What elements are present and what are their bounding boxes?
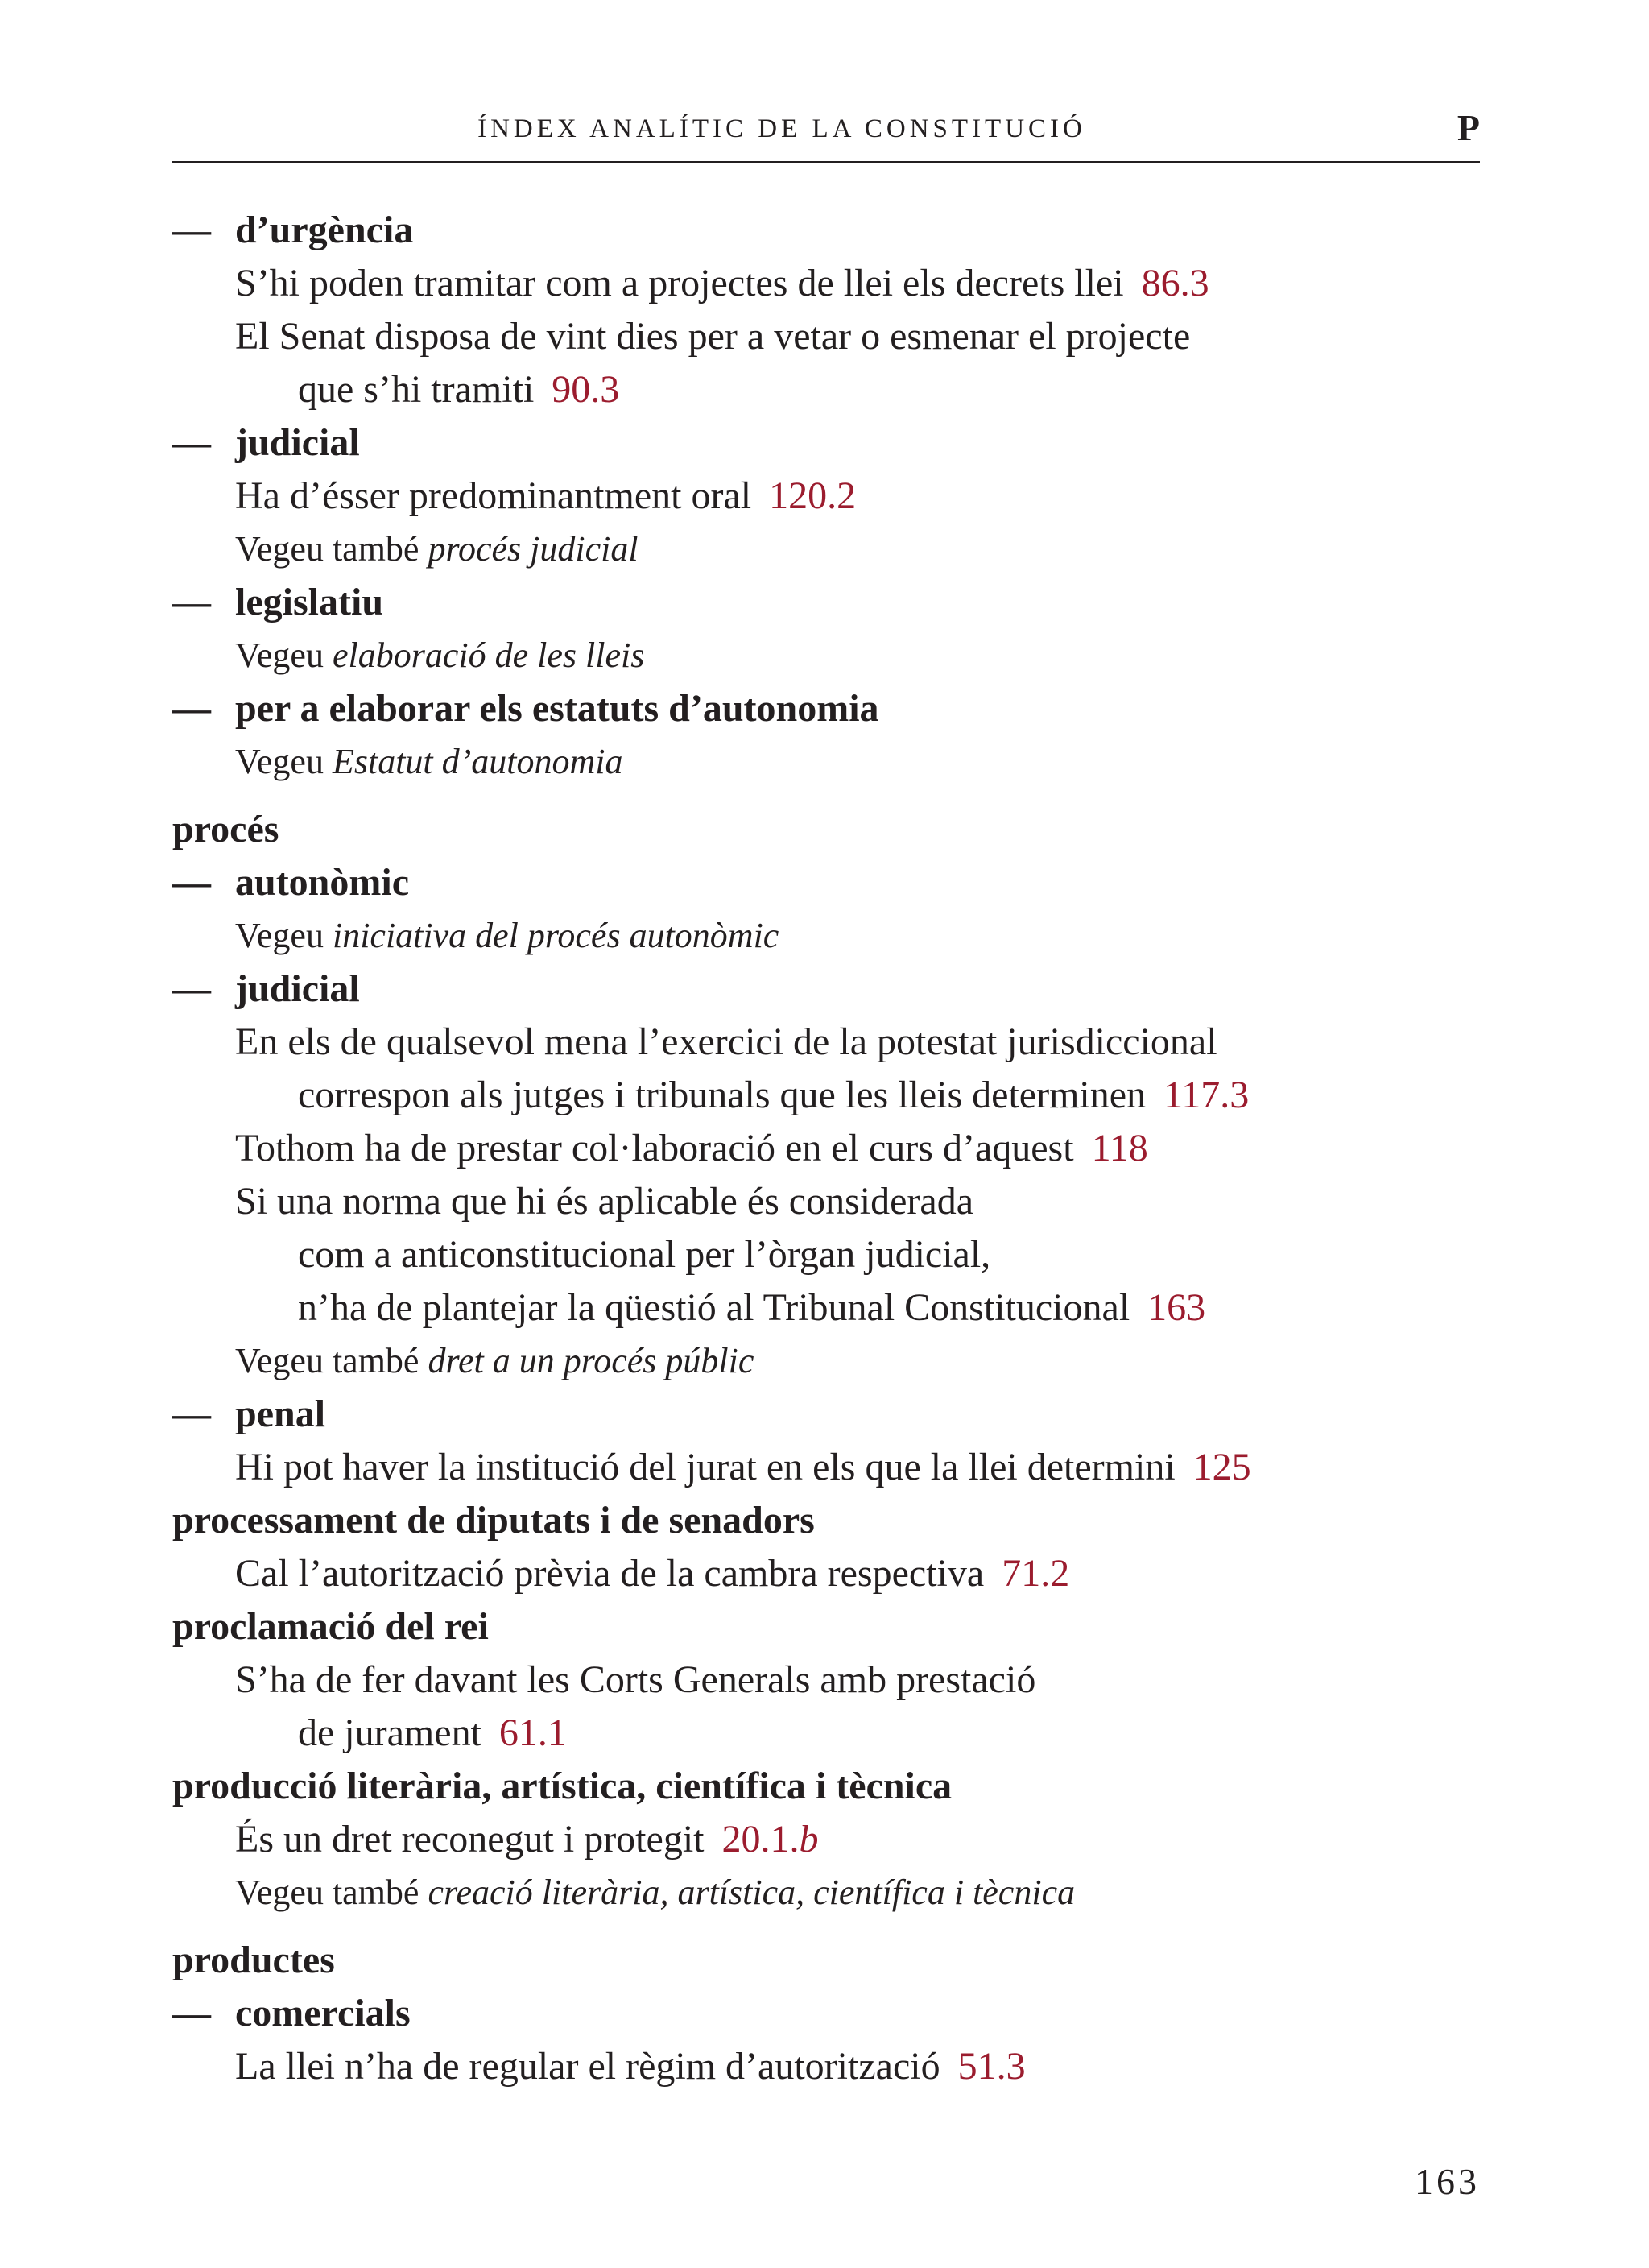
index-entry: [172, 257, 1480, 310]
entry-text: El Senat disposa de vint dies per a vetar o esmenar el projecte: [235, 315, 1191, 358]
subheading-text: d’urgència: [235, 209, 414, 251]
dash-marker: —: [172, 861, 211, 904]
index-subheading: [172, 1987, 1480, 2040]
heading-text: procés: [172, 808, 279, 850]
index-entry: [172, 1653, 1480, 1707]
entry-text: com a anticonstitucional per l’òrgan judicial,: [298, 1233, 991, 1276]
article-reference: 118: [1091, 1127, 1148, 1169]
see-target: Estatut d’autonomia: [332, 742, 623, 781]
dash-marker: —: [172, 1992, 211, 2034]
index-entry: [172, 1175, 1480, 1228]
entry-text: Si una norma que hi és aplicable és considerada: [235, 1180, 974, 1223]
see-reference: [172, 909, 1480, 962]
article-reference: 125: [1192, 1446, 1251, 1488]
index-entry: [172, 1707, 1480, 1760]
index-subheading: [172, 962, 1480, 1016]
entry-text: S’hi poden tramitar com a projectes de llei els decrets llei: [235, 262, 1124, 304]
subheading-text: judicial: [235, 967, 360, 1010]
subheading-text: judicial: [235, 421, 360, 464]
index-subheading: [172, 856, 1480, 909]
index-entry: [172, 1547, 1480, 1600]
entry-text: que s’hi tramiti: [298, 368, 535, 411]
see-reference: [172, 735, 1480, 788]
see-target: creació literària, artística, científica i tècnica: [428, 1873, 1076, 1912]
article-reference: 86.3: [1141, 262, 1209, 304]
entry-text: correspon als jutges i tribunals que les lleis determinen: [298, 1074, 1147, 1116]
index-heading: [172, 803, 1480, 856]
entry-text: Ha d’ésser predominantment oral: [235, 474, 752, 517]
index-entry: [172, 2040, 1480, 2093]
article-reference: 71.2: [1002, 1552, 1070, 1595]
index-subheading: [172, 682, 1480, 735]
entry-text: Hi pot haver la institució del jurat en els que la llei determini: [235, 1446, 1176, 1488]
see-prefix: Vegeu també: [235, 529, 419, 569]
index-subheading: [172, 576, 1480, 629]
entry-text: En els de qualsevol mena l’exercici de la potestat jurisdiccional: [235, 1020, 1217, 1063]
subheading-text: per a elaborar els estatuts d’autonomia: [235, 687, 879, 730]
article-reference: 61.1: [498, 1711, 567, 1754]
index-entry: [172, 1441, 1480, 1494]
see-prefix: Vegeu: [235, 635, 324, 675]
article-reference: 51.3: [957, 2045, 1026, 2088]
running-header: [172, 103, 1480, 163]
index-subheading: [172, 1388, 1480, 1441]
subheading-text: comercials: [235, 1992, 411, 2034]
index-heading: [172, 1600, 1480, 1653]
running-title: ÍNDEX ANALÍTIC DE LA CONSTITUCIÓ: [477, 114, 1086, 143]
article-reference: 20.1.: [721, 1818, 800, 1860]
see-target: procés judicial: [428, 529, 639, 569]
dash-marker: —: [172, 209, 211, 251]
index-entry: [172, 1122, 1480, 1175]
see-target: dret a un procés públic: [428, 1341, 754, 1380]
entry-text: És un dret reconegut i protegit: [235, 1818, 705, 1860]
index-heading: [172, 1760, 1480, 1813]
subheading-text: legislatiu: [235, 581, 384, 623]
dash-marker: —: [172, 581, 211, 623]
entry-text: Tothom ha de prestar col·laboració en el curs d’aquest: [235, 1127, 1074, 1169]
dash-marker: —: [172, 967, 211, 1010]
section-letter: P: [1457, 107, 1480, 148]
see-prefix: Vegeu també: [235, 1341, 419, 1380]
index-heading: [172, 1494, 1480, 1547]
see-reference: [172, 1335, 1480, 1388]
index-entry: [172, 470, 1480, 523]
index-subheading: [172, 416, 1480, 470]
entry-text: La llei n’ha de regular el règim d’autorització: [235, 2045, 940, 2088]
article-reference: 120.2: [769, 474, 857, 517]
see-reference: [172, 1866, 1480, 1919]
article-reference-letter: b: [799, 1818, 819, 1860]
heading-text: productes: [172, 1939, 335, 1981]
index-subheading: [172, 204, 1480, 257]
entry-text: de jurament: [298, 1711, 481, 1754]
index-entry: [172, 1069, 1480, 1122]
entry-text: Cal l’autorització prèvia de la cambra respectiva: [235, 1552, 985, 1595]
dash-marker: —: [172, 687, 211, 730]
heading-text: processament de diputats i de senadors: [172, 1499, 815, 1542]
see-reference: [172, 523, 1480, 576]
index-entry: [172, 1228, 1480, 1281]
see-target: iniciativa del procés autonòmic: [332, 916, 779, 955]
see-prefix: Vegeu també: [235, 1873, 419, 1912]
dash-marker: —: [172, 1393, 211, 1435]
subheading-text: autonòmic: [235, 861, 409, 904]
index-entry: [172, 1813, 1480, 1866]
subheading-text: penal: [235, 1393, 326, 1435]
see-reference: [172, 629, 1480, 682]
index-entry: [172, 363, 1480, 416]
index-entry: [172, 310, 1480, 363]
entry-text: n’ha de plantejar la qüestió al Tribunal Constitucional: [298, 1286, 1130, 1329]
index-content: [172, 204, 1480, 2093]
see-prefix: Vegeu: [235, 916, 324, 955]
see-prefix: Vegeu: [235, 742, 324, 781]
article-reference: 90.3: [552, 368, 620, 411]
dash-marker: —: [172, 421, 211, 464]
article-reference: 163: [1147, 1286, 1206, 1329]
article-reference: 117.3: [1163, 1074, 1250, 1116]
heading-text: producció literària, artística, científica i tècnica: [172, 1765, 953, 1807]
page-number: 163: [1415, 2161, 1480, 2202]
index-entry: [172, 1281, 1480, 1335]
index-heading: [172, 1934, 1480, 1987]
heading-text: proclamació del rei: [172, 1605, 489, 1648]
see-target: elaboració de les lleis: [332, 635, 645, 675]
entry-text: S’ha de fer davant les Corts Generals amb prestació: [235, 1658, 1036, 1701]
index-entry: [172, 1016, 1480, 1069]
